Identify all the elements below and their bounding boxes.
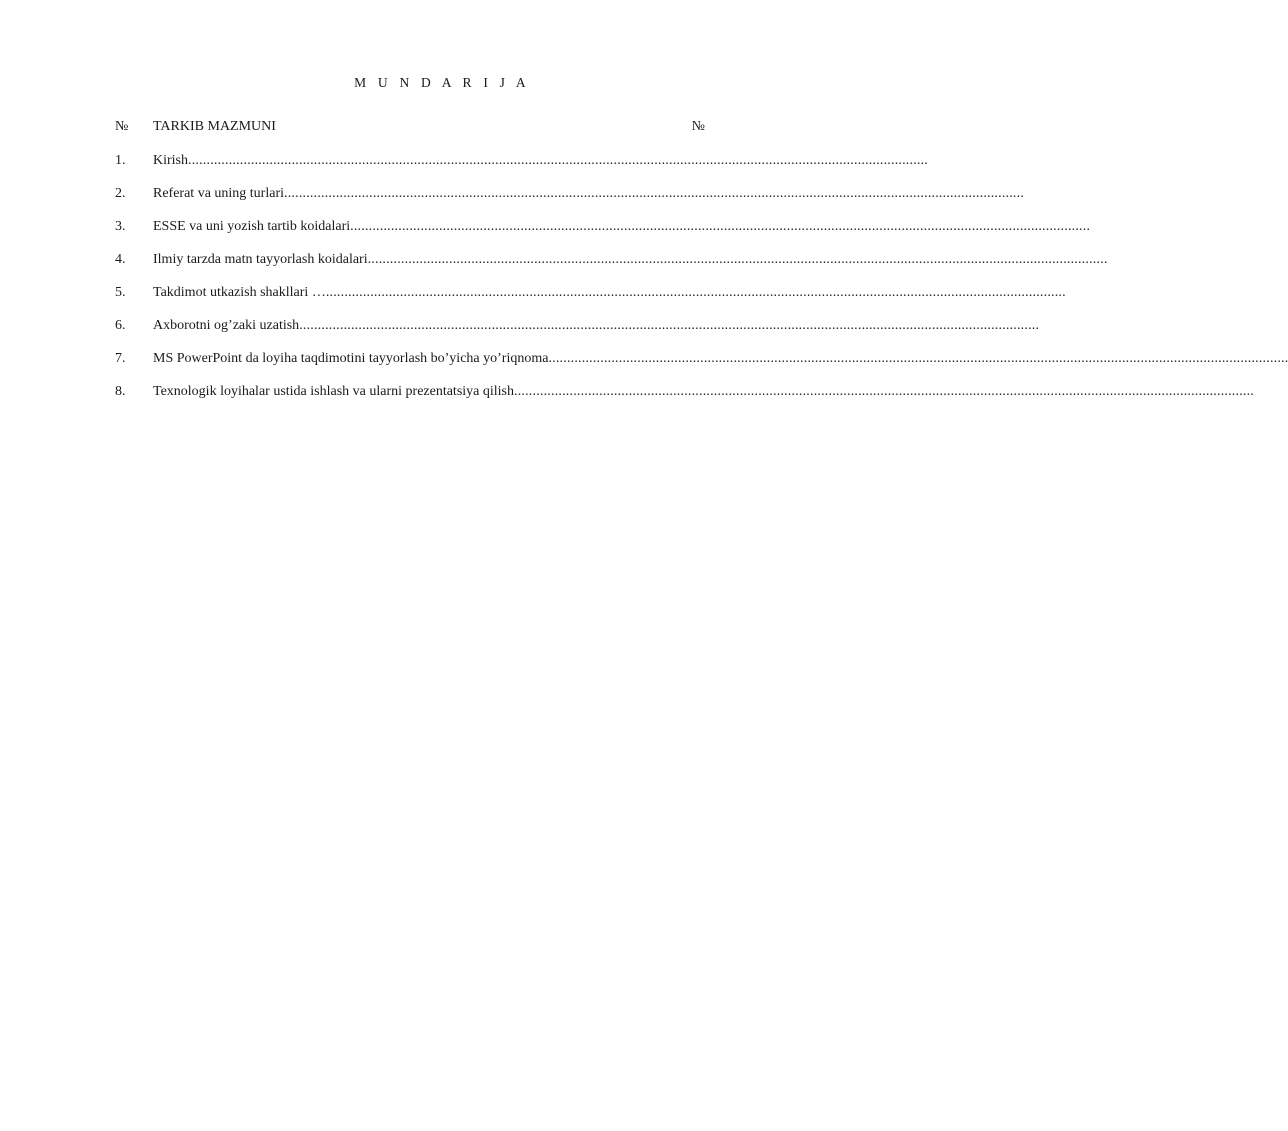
table-of-contents — [115, 152, 1288, 416]
toc-item-text: Ilmiy tarzda matn tayyorlash koidalari — [153, 252, 368, 267]
toc-item-text: ESSE va uni yozish tartib koidalari — [153, 219, 351, 234]
toc-item-number: 7. — [115, 351, 126, 366]
toc-item-number: 5. — [115, 285, 126, 300]
toc-item-text: Referat va uning turlari — [153, 186, 285, 201]
dot-leader: ........................................................................................................................................................................................................ — [284, 186, 1025, 201]
dot-leader: ........................................................................................................................................................................................................ — [548, 351, 1288, 366]
toc-item-number: 4. — [115, 252, 126, 267]
toc-item — [115, 251, 1108, 284]
header-page-label: № — [691, 119, 705, 134]
dot-leader: ........................................................................................................................................................................................................ — [188, 153, 928, 168]
toc-item — [115, 284, 1066, 317]
toc-item — [115, 152, 928, 185]
header-content-label: TARKIB MAZMUNI — [153, 119, 276, 134]
toc-item-number: 6. — [115, 318, 126, 333]
toc-item-text: MS PowerPoint da loyiha taqdimotini tayyorlash bo’yicha yo’riqnoma — [153, 351, 549, 366]
toc-item — [115, 218, 1091, 251]
dot-leader: ........................................................................................................................................................................................................ — [514, 384, 1254, 399]
toc-item-text: Texnologik loyihalar ustida ishlash va ularni prezentatsiya qilish — [153, 384, 514, 399]
dot-leader: ........................................................................................................................................................................................................ — [367, 252, 1108, 267]
toc-item — [115, 317, 1040, 350]
dot-leader: ........................................................................................................................................................................................................ — [325, 285, 1066, 300]
toc-header-row — [115, 119, 705, 137]
toc-item — [115, 383, 1254, 416]
dot-leader: ........................................................................................................................................................................................................ — [350, 219, 1091, 234]
toc-item — [115, 185, 1025, 218]
toc-item-number: 1. — [115, 153, 126, 168]
toc-item-number: 3. — [115, 219, 126, 234]
toc-item-text: Takdimot utkazish shakllari … — [153, 285, 326, 300]
toc-item-text: Axborotni og’zaki uzatish — [153, 318, 300, 333]
header-number-label: № — [115, 119, 129, 134]
toc-item-number: 2. — [115, 186, 126, 201]
toc-item-number: 8. — [115, 384, 126, 399]
dot-leader: ........................................................................................................................................................................................................ — [299, 318, 1040, 333]
toc-item-text: Kirish — [153, 153, 188, 168]
page-title: M U N D A R I J A — [354, 75, 530, 90]
toc-item — [115, 350, 1288, 383]
